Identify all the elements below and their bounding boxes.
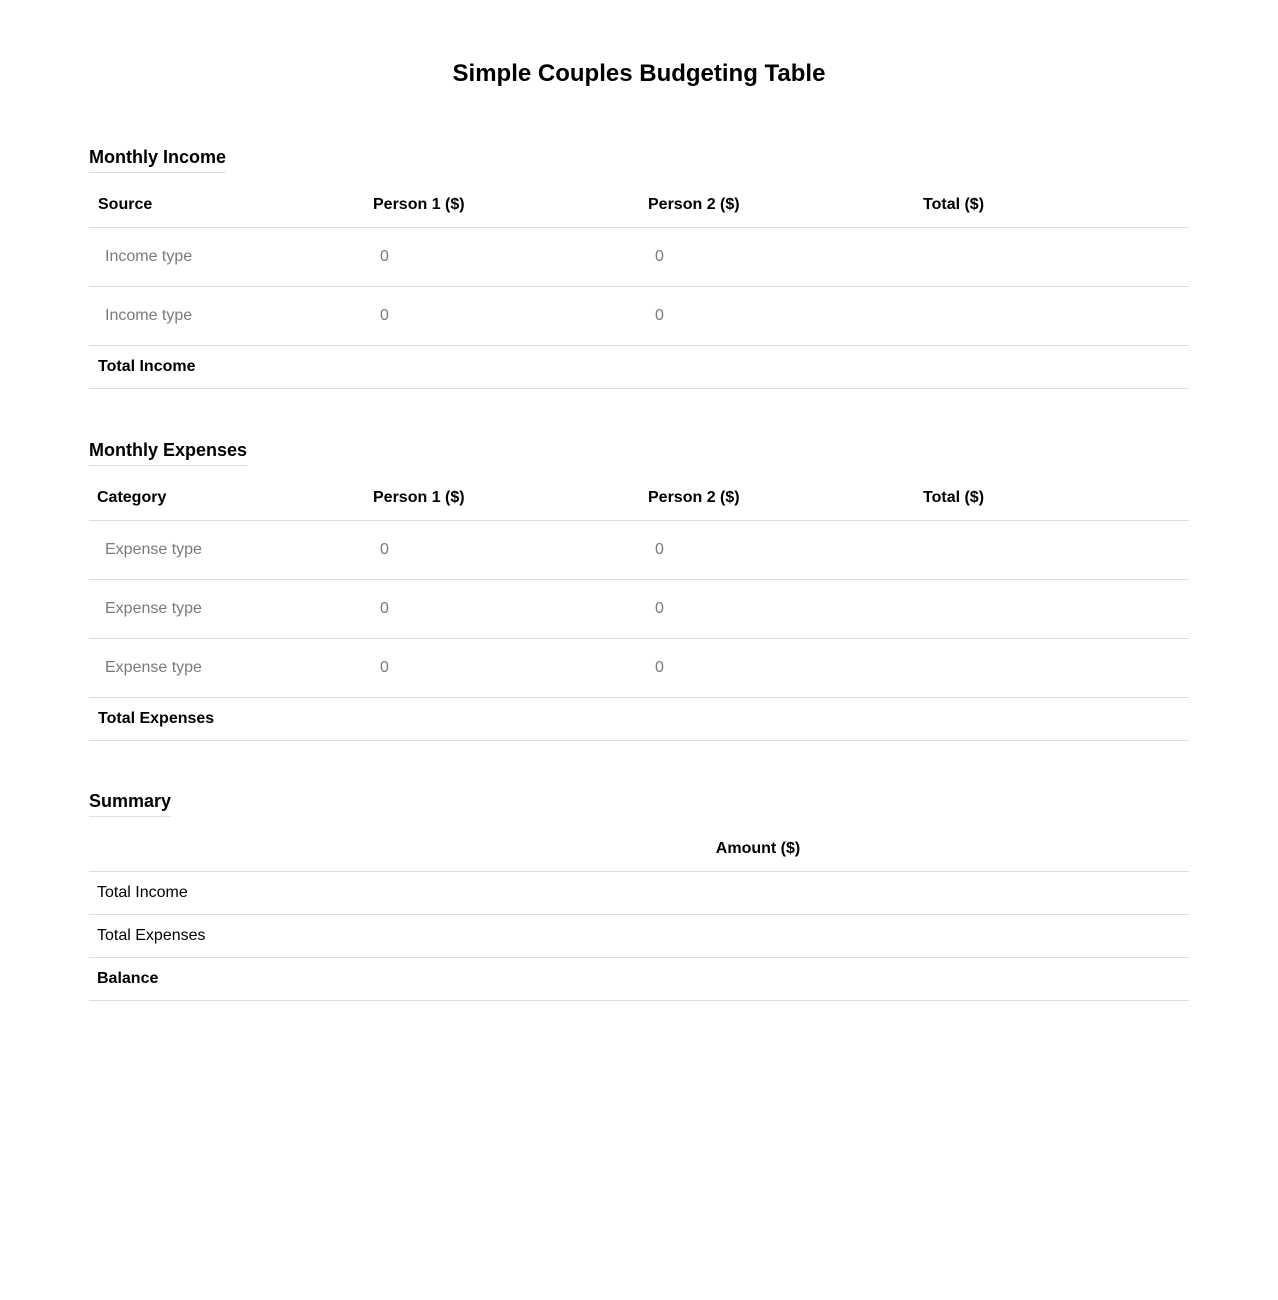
expenses-total-person1 xyxy=(364,698,639,741)
income-col-source: Source xyxy=(89,183,364,228)
expense-person1-input[interactable] xyxy=(372,541,688,559)
income-total-label: Total Income xyxy=(89,346,364,389)
expenses-table xyxy=(89,476,1189,741)
summary-amount xyxy=(648,915,868,958)
summary-row-total-income xyxy=(89,872,1189,915)
income-person2-input[interactable] xyxy=(647,248,963,266)
income-source-input[interactable] xyxy=(97,307,413,325)
expenses-total-row xyxy=(89,698,1189,741)
expenses-heading: Monthly Expenses xyxy=(89,439,247,466)
expense-row xyxy=(89,580,1189,639)
summary-heading: Summary xyxy=(89,790,171,817)
income-total-amount xyxy=(914,346,1189,389)
expense-person2-input[interactable] xyxy=(647,541,963,559)
summary-col-label xyxy=(89,827,648,872)
expenses-col-person2: Person 2 ($) xyxy=(639,476,914,521)
summary-label: Total Expenses xyxy=(89,915,648,958)
expense-person2-input[interactable] xyxy=(647,659,963,677)
expenses-col-category: Category xyxy=(89,476,364,521)
income-total-row xyxy=(89,346,1189,389)
income-person1-input[interactable] xyxy=(372,248,688,266)
income-total-person1 xyxy=(364,346,639,389)
income-total-person2 xyxy=(639,346,914,389)
income-col-total: Total ($) xyxy=(914,183,1189,228)
income-heading: Monthly Income xyxy=(89,146,226,173)
summary-amount xyxy=(648,958,868,1001)
expense-person2-input[interactable] xyxy=(647,600,963,618)
income-col-person2: Person 2 ($) xyxy=(639,183,914,228)
income-table xyxy=(89,183,1189,389)
summary-row-balance xyxy=(89,958,1189,1001)
summary-amount xyxy=(648,872,868,915)
expense-category-input[interactable] xyxy=(97,541,413,559)
page xyxy=(89,0,1189,1001)
income-row xyxy=(89,228,1189,287)
expenses-total-label: Total Expenses xyxy=(89,698,364,741)
income-source-input[interactable] xyxy=(97,248,413,266)
page-title: Simple Couples Budgeting Table xyxy=(452,60,826,87)
income-col-person1: Person 1 ($) xyxy=(364,183,639,228)
expenses-total-person2 xyxy=(639,698,914,741)
income-row xyxy=(89,287,1189,346)
expense-row xyxy=(89,521,1189,580)
summary-table xyxy=(89,827,1189,1001)
summary-col-amount: Amount ($) xyxy=(648,827,868,872)
expenses-col-total: Total ($) xyxy=(914,476,1189,521)
expense-category-input[interactable] xyxy=(97,659,413,677)
expenses-total-amount xyxy=(914,698,1189,741)
expense-row xyxy=(89,639,1189,698)
expense-person1-input[interactable] xyxy=(372,659,688,677)
summary-row-total-expenses xyxy=(89,915,1189,958)
income-person1-input[interactable] xyxy=(372,307,688,325)
expenses-col-person1: Person 1 ($) xyxy=(364,476,639,521)
summary-label: Total Income xyxy=(89,872,648,915)
summary-label: Balance xyxy=(89,958,648,1001)
expense-category-input[interactable] xyxy=(97,600,413,618)
expense-person1-input[interactable] xyxy=(372,600,688,618)
income-person2-input[interactable] xyxy=(647,307,963,325)
